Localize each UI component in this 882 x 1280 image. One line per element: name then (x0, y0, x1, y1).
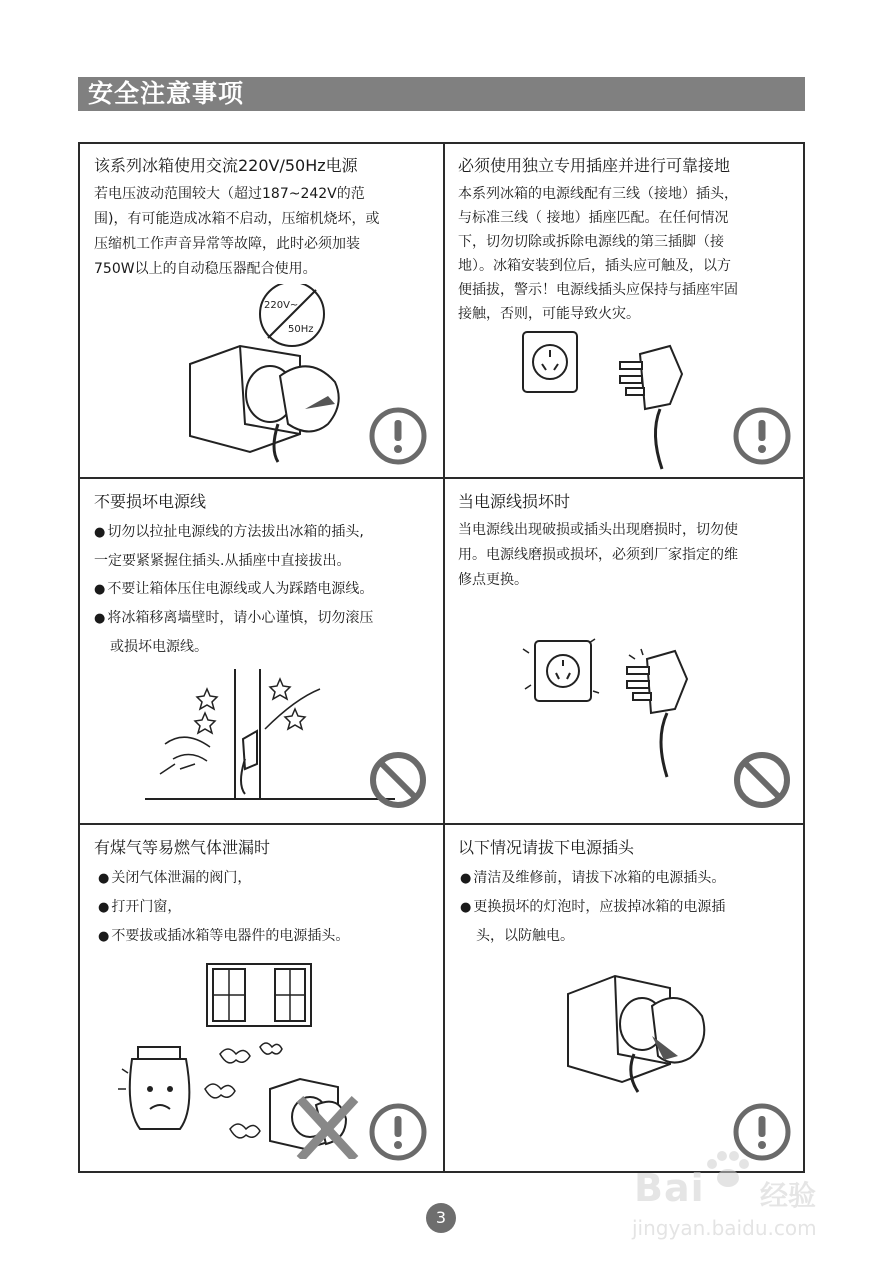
body-line: 用。电源线磨损或损坏，必须到厂家指定的维 (458, 547, 738, 563)
cell-title: 必须使用独立专用插座并进行可靠接地 (458, 156, 731, 175)
bullet-list (94, 864, 439, 951)
body-line: 与标准三线（ 接地）插座匹配。在任何情况 (458, 210, 729, 226)
cord-crushed-illustration (145, 669, 395, 804)
body-line: 修点更换。 (458, 572, 528, 588)
list-item: ● 更换损坏的灯泡时，应拔掉冰箱的电源插 (460, 899, 726, 915)
cell-body (458, 518, 803, 593)
watermark-brand-cn: 经验 (760, 1179, 817, 1212)
body-line: 地）。冰箱安装到位后，插头应可触及，以方 (458, 258, 731, 274)
list-item: ● 清洁及维修前，请拔下冰箱的电源插头。 (460, 870, 726, 886)
body-line: 围)，有可能造成冰箱不启动，压缩机烧坏，或 (94, 211, 380, 227)
cell-title: 有煤气等易燃气体泄漏时 (94, 838, 271, 857)
body-line: 便插拔，警示！电源线插头应保持与插座牢固 (458, 282, 738, 298)
list-item: ● 将冰箱移离墙壁时，请小心谨慎，切勿滚压 (94, 610, 374, 626)
grid-divider-horizontal (80, 477, 803, 479)
cell-body (458, 182, 803, 326)
unplug-illustration (560, 964, 710, 1094)
paw-logo-icon (702, 1150, 752, 1190)
frequency-label: 50Hz (288, 324, 314, 335)
page-number: 3 (426, 1203, 456, 1233)
cell-body (94, 182, 439, 282)
caution-icon (732, 406, 792, 466)
body-line: 下，切勿切除或拆除电源线的第三插脚（接 (458, 234, 724, 250)
list-item: ● 切勿以拉扯电源线的方法拔出冰箱的插头, (94, 524, 364, 540)
caution-icon (368, 406, 428, 466)
damaged-plug-illustration (515, 629, 705, 779)
grid-divider-vertical (443, 144, 445, 1171)
section-title: 安全注意事项 (88, 79, 245, 108)
bullet-list (94, 518, 439, 661)
plug-in-hand-illustration (170, 284, 380, 464)
cell-title: 不要损坏电源线 (94, 492, 207, 511)
grid-divider-horizontal (80, 823, 803, 825)
list-item: ● 打开门窗， (98, 899, 182, 915)
bullet-list (458, 864, 803, 950)
list-item: ● 不要拔或插冰箱等电器件的电源插头。 (98, 928, 350, 944)
list-item: ● 不要让箱体压住电源线或人为踩踏电源线。 (94, 581, 374, 597)
watermark-url: jingyan.baidu.com (632, 1216, 817, 1240)
list-item: 头，以防触电。 (476, 928, 574, 944)
prohibited-icon (368, 750, 428, 810)
body-line: 接触，否则，可能导致火灾。 (458, 306, 640, 322)
watermark-brand: Bai (634, 1166, 705, 1210)
list-item: 或损坏电源线。 (110, 639, 208, 655)
voltage-label: 220V~ (264, 300, 299, 311)
body-line: 若电压波动范围较大（超过187~242V的范 (94, 186, 365, 202)
list-item: ● 关闭气体泄漏的阀门， (98, 870, 252, 886)
body-line: 750W以上的自动稳压器配合使用。 (94, 261, 317, 277)
caution-icon (368, 1102, 428, 1162)
body-line: 压缩机工作声音异常等故障，此时必须加装 (94, 236, 360, 252)
gas-leak-illustration (110, 959, 360, 1159)
cell-title: 该系列冰箱使用交流220V/50Hz电源 (94, 156, 358, 175)
body-line: 本系列冰箱的电源线配有三线（接地）插头， (458, 186, 738, 202)
baidu-watermark (610, 1150, 840, 1250)
section-title-bar (78, 77, 805, 111)
cell-title: 以下情况请拔下电源插头 (458, 838, 635, 857)
safety-grid (78, 142, 805, 1173)
cell-title: 当电源线损坏时 (458, 492, 571, 511)
socket-and-plug-illustration (520, 324, 700, 474)
body-line: 当电源线出现破损或插头出现磨损时，切勿使 (458, 522, 738, 538)
prohibited-icon (732, 750, 792, 810)
list-item: 一定要紧紧握住插头.从插座中直接拔出。 (94, 553, 351, 569)
